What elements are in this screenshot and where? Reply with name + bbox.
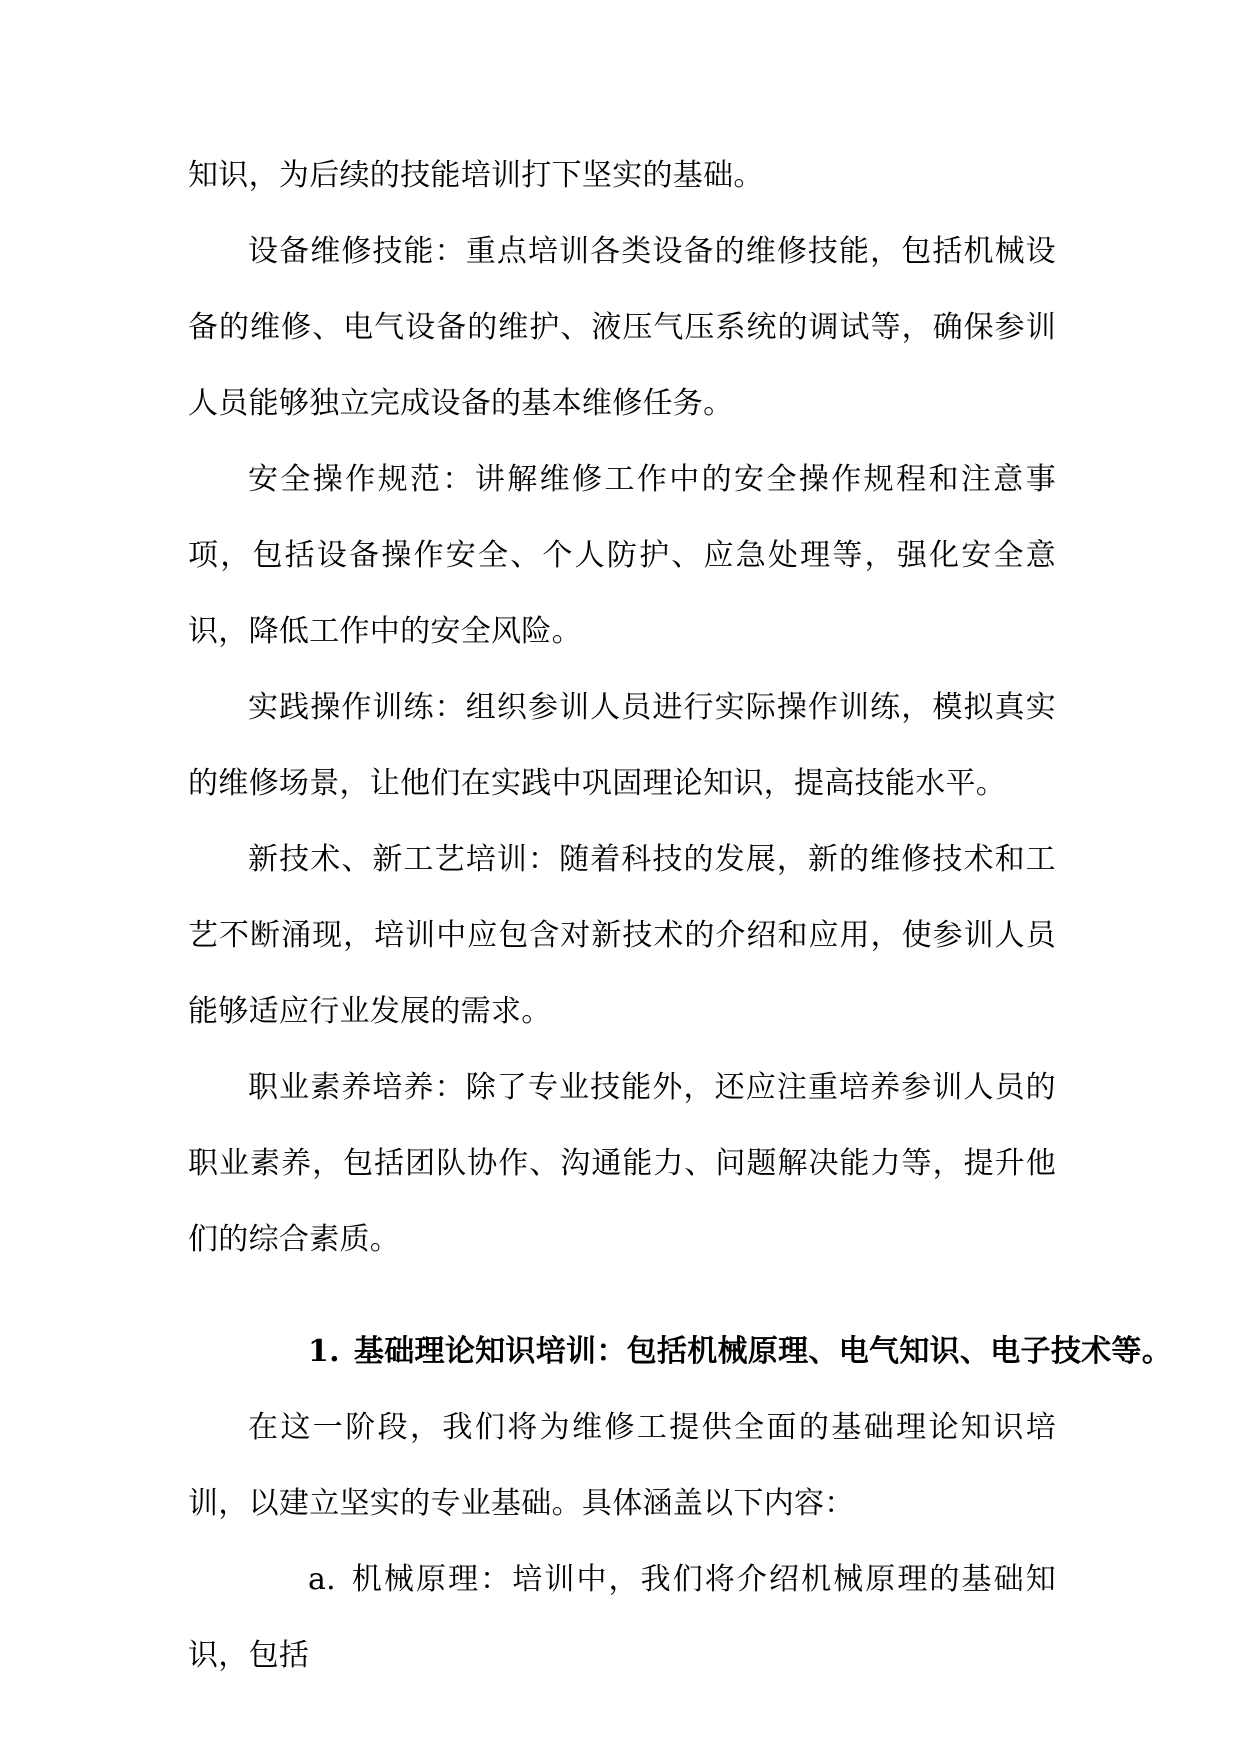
- paragraph-professional-quality: 职业素养培养：除了专业技能外，还应注重培养参训人员的职业素养，包括团队协作、沟通能力、问题解决能力等，提升他们的综合素质。: [188, 1070, 1056, 1257]
- paragraph-safety-operation: 安全操作规范：讲解维修工作中的安全操作规程和注意事项，包括设备操作安全、个人防护、应急处理等，强化安全意识，降低工作中的安全风险。: [188, 462, 1056, 649]
- section-gap: [188, 1278, 1056, 1314]
- paragraph-continued: 知识，为后续的技能培训打下坚实的基础。: [188, 158, 764, 193]
- section-number: 1.: [308, 1334, 340, 1369]
- paragraph-equipment-repair-skills: 设备维修技能：重点培训各类设备的维修技能，包括机械设备的维修、电气设备的维护、液压气压系统的调试等，确保参训人员能够独立完成设备的基本维修任务。: [188, 234, 1056, 421]
- section-heading: [188, 1314, 1173, 1390]
- list-item-a: [188, 1542, 1056, 1694]
- section-heading-text: 基础理论知识培训：包括机械原理、电气知识、电子技术等。: [353, 1334, 1173, 1369]
- list-item-text: 机械原理：培训中，我们将介绍机械原理的基础知识，包括: [188, 1562, 1056, 1673]
- document-body: [188, 138, 1173, 1694]
- paragraph-practical-training: 实践操作训练：组织参训人员进行实际操作训练，模拟真实的维修场景，让他们在实践中巩固理论知识，提高技能水平。: [188, 690, 1056, 801]
- list-item-marker: a.: [308, 1562, 337, 1597]
- paragraph-new-technology: 新技术、新工艺培训：随着科技的发展，新的维修技术和工艺不断涌现，培训中应包含对新技术的介绍和应用，使参训人员能够适应行业发展的需求。: [188, 842, 1056, 1029]
- paragraph-intro: 在这一阶段，我们将为维修工提供全面的基础理论知识培训，以建立坚实的专业基础。具体涵盖以下内容：: [188, 1410, 1056, 1521]
